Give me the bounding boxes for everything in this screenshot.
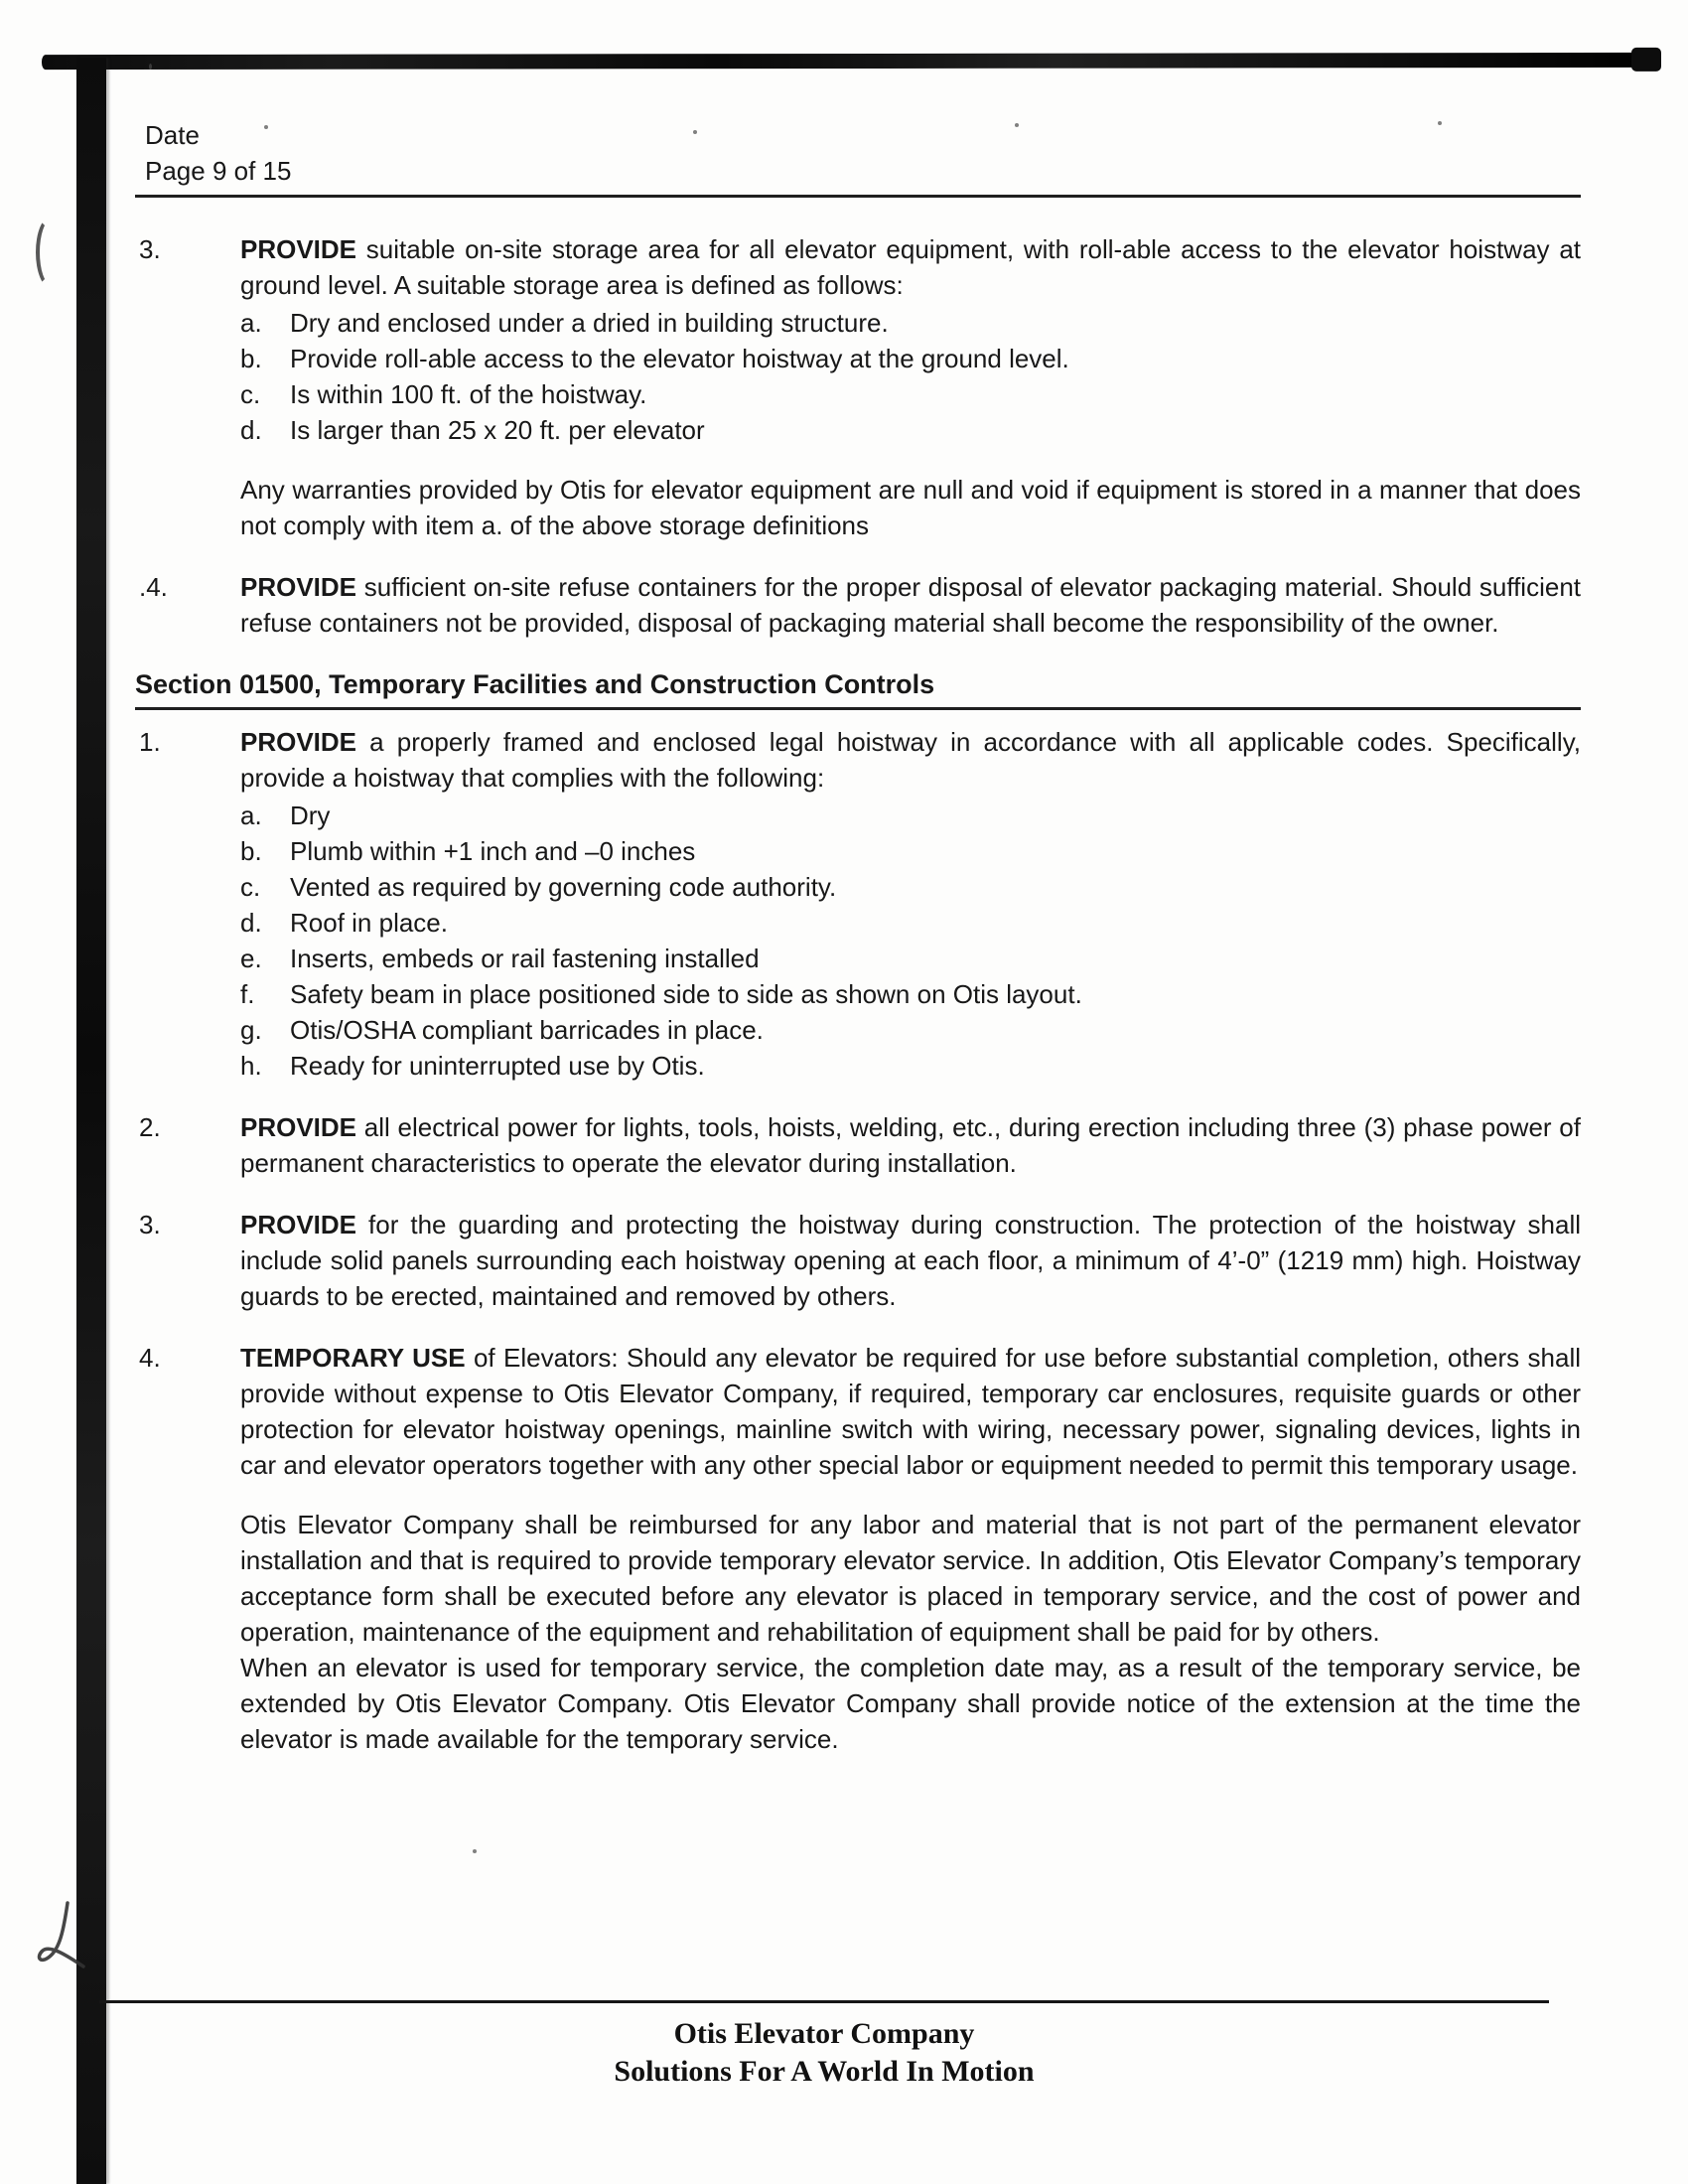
item-text: of Elevators: Should any elevator be required for use before substantial completion, others shall provide without expense to Otis Elevator Company, if required, temporary car enclosures, requisite guards or other protection for elevator hoistway openings, mainline switch with wiring, necessary power, signaling devices, lights in car and elevator operators together with any other special labor or equipment needed to permit this temporary usage. [240, 1343, 1581, 1480]
continuation-paragraph: When an elevator is used for temporary service, the completion date may, as a result of the temporary service, be extended by Otis Elevator Company. Otis Elevator Company shall provide notice of the extension at the time the elevator is made available for the temporary service. [240, 1653, 1581, 1754]
item-lead-word: PROVIDE [240, 1112, 357, 1142]
item-text: a properly framed and enclosed legal hoistway in accordance with all applicable codes. Specifically, provide a hoistway that complies with the following: [240, 727, 1581, 793]
sub-item [240, 412, 1581, 448]
sub-item [240, 833, 1581, 869]
footer-divider [99, 2000, 1549, 2003]
sub-item [240, 798, 1581, 833]
item-lead-word: PROVIDE [240, 572, 357, 602]
item-paragraph [240, 231, 1581, 303]
list-item-4 [139, 569, 1581, 641]
item-number: 3. [139, 1210, 161, 1239]
section-item-1 [139, 724, 1581, 1084]
sub-item-text: Roof in place. [290, 908, 448, 938]
sub-item [240, 941, 1581, 976]
sub-item [240, 1048, 1581, 1084]
section-heading: Section 01500, Temporary Facilities and Construction Controls [135, 666, 1581, 710]
item-paragraph [240, 1109, 1581, 1181]
sub-item-letter: c. [240, 379, 261, 409]
footer-company-name: Otis Elevator Company [673, 2017, 975, 2050]
header-divider [135, 195, 1581, 198]
item-lead-word: PROVIDE [240, 1210, 357, 1239]
sub-item-letter: e. [240, 944, 262, 973]
continuation-paragraph: Otis Elevator Company shall be reimbursed for any labor and material that is not part of the permanent elevator installation and that is required to provide temporary elevator service. In addition, Otis Elevator Company’s temporary acceptance form shall be executed before any elevator is placed in temporary service, and the cost of power and operation, maintenance of the equipment and rehabilitation of equipment shall be paid for by others. [240, 1510, 1581, 1647]
sub-item-letter: d. [240, 908, 262, 938]
sublist [240, 798, 1581, 1084]
item-text: all electrical power for lights, tools, hoists, welding, etc., during erection including three (3) phase power of permanent characteristics to operate the elevator during installation. [240, 1112, 1581, 1178]
scan-artifact-curl [34, 1901, 99, 1976]
item-paragraph [240, 724, 1581, 796]
sub-item-text: Provide roll-able access to the elevator hoistway at the ground level. [290, 344, 1069, 373]
item-text: sufficient on-site refuse containers for the proper disposal of elevator packaging material. Should sufficient refuse containers not be provided, disposal of packaging material shall become the responsibility of the owner. [240, 572, 1581, 638]
scan-speck [149, 64, 152, 70]
sub-item-text: Ready for uninterrupted use by Otis. [290, 1051, 705, 1081]
document-body [135, 117, 1581, 1783]
sub-item [240, 305, 1581, 341]
item-paragraph [240, 1207, 1581, 1314]
sub-item-text: Otis/OSHA compliant barricades in place. [290, 1015, 764, 1045]
sub-item-letter: c. [240, 872, 261, 902]
warranty-note: Any warranties provided by Otis for elevator equipment are null and void if equipment is stored in a manner that does not comply with item a. of the above storage definitions [240, 475, 1581, 540]
sub-item-text: Plumb within +1 inch and –0 inches [290, 836, 696, 866]
sub-item [240, 376, 1581, 412]
sub-item-text: Is within 100 ft. of the hoistway. [290, 379, 647, 409]
sub-item-text: Dry [290, 801, 331, 830]
sub-item-letter: a. [240, 308, 262, 338]
sub-item [240, 976, 1581, 1012]
item-number: .4. [139, 572, 168, 602]
section-item-2 [139, 1109, 1581, 1181]
sub-item-letter: b. [240, 836, 262, 866]
item-number: 3. [139, 234, 161, 264]
sub-item [240, 869, 1581, 905]
page-footer [99, 2000, 1549, 2091]
page-number-label: Page 9 of 15 [145, 156, 292, 186]
item-number: 1. [139, 727, 161, 757]
item-text: for the guarding and protecting the hoistway during construction. The protection of the hoistway shall include solid panels surrounding each hoistway opening at each floor, a minimum of 4’-0” (1219 mm) high. Hoistway guards to be erected, maintained and removed by others. [240, 1210, 1581, 1311]
item-lead-word: PROVIDE [240, 234, 357, 264]
item-paragraph [240, 1340, 1581, 1483]
list-item-3 [139, 231, 1581, 543]
sub-item [240, 905, 1581, 941]
item-lead-word: TEMPORARY USE [240, 1343, 466, 1373]
sub-item-letter: f. [240, 979, 255, 1009]
sub-item [240, 1012, 1581, 1048]
sub-item [240, 341, 1581, 376]
sub-item-letter: d. [240, 415, 262, 445]
section-item-4 [139, 1340, 1581, 1757]
item-text: suitable on-site storage area for all elevator equipment, with roll-able access to the elevator hoistway at ground level. A suitable storage area is defined as follows: [240, 234, 1581, 300]
sub-item-text: Inserts, embeds or rail fastening installed [290, 944, 760, 973]
item-number: 2. [139, 1112, 161, 1142]
section-item-3 [139, 1207, 1581, 1314]
scan-artifact-top-bar [42, 53, 1656, 70]
item-lead-word: PROVIDE [240, 727, 357, 757]
sub-item-letter: b. [240, 344, 262, 373]
item-number: 4. [139, 1343, 161, 1373]
sub-item-letter: a. [240, 801, 262, 830]
scan-speck [473, 1849, 477, 1853]
scan-artifact-left-bar [76, 58, 106, 2184]
sub-item-text: Dry and enclosed under a dried in building structure. [290, 308, 889, 338]
sub-item-text: Safety beam in place positioned side to side as shown on Otis layout. [290, 979, 1082, 1009]
sub-item-letter: g. [240, 1015, 262, 1045]
scan-artifact-curve [36, 217, 66, 288]
page-header [139, 117, 1581, 198]
sub-item-letter: h. [240, 1051, 262, 1081]
item-paragraph [240, 569, 1581, 641]
sub-item-text: Vented as required by governing code authority. [290, 872, 837, 902]
sublist [240, 305, 1581, 448]
sub-item-text: Is larger than 25 x 20 ft. per elevator [290, 415, 705, 445]
date-label: Date [145, 120, 200, 150]
footer-tagline: Solutions For A World In Motion [614, 2055, 1035, 2088]
